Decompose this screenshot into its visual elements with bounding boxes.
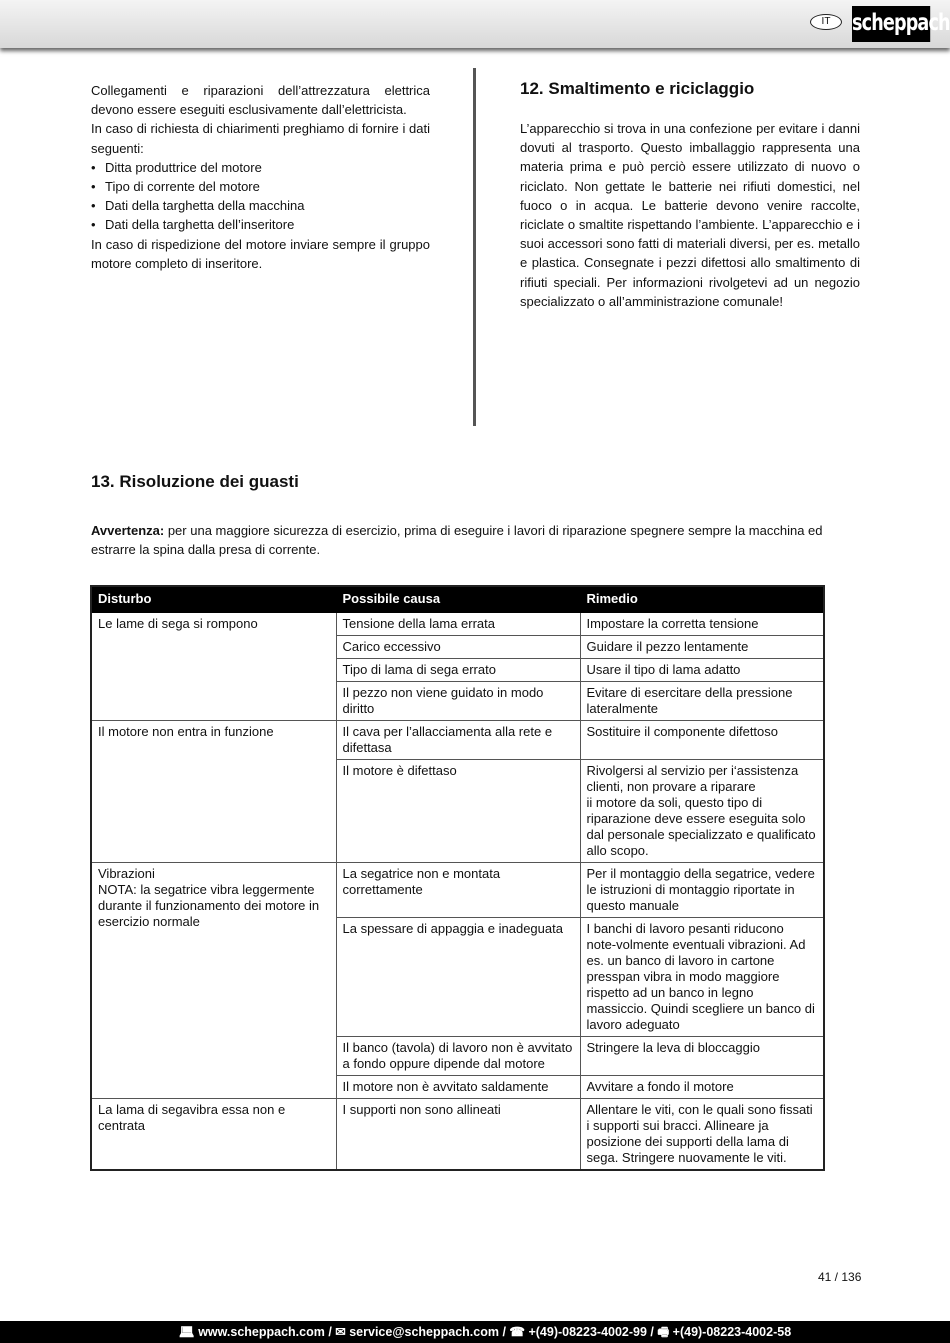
cause-cell: I supporti non sono allineati (336, 1098, 580, 1170)
troubleshooting-table (90, 585, 825, 1171)
table-row (91, 612, 824, 635)
list-item: • Ditta produttrice del motore (91, 158, 430, 177)
cause-cell: Il banco (tavola) di lavoro non è avvitato a fondo oppure dipende dal motore (336, 1036, 580, 1075)
computer-icon: 💻︎ (178, 1325, 199, 1339)
cause-cell: La segatrice non e montata correttamente (336, 862, 580, 917)
remedy-cell: Impostare la corretta tensione (580, 612, 824, 635)
header-causa: Possibile causa (336, 586, 580, 612)
section-13-title: 13. Risoluzione dei guasti (91, 472, 299, 491)
cause-cell: Tipo di lama di sega errato (336, 658, 580, 681)
problem-cell: La lama di segavibra essa non e centrata (91, 1098, 336, 1170)
problem-cell: Vibrazioni NOTA: la segatrice vibra leggermente durante il funzionamento dei motore in esercizio normale (91, 862, 336, 1098)
remedy-cell: Rivolgersi al servizio per i‘assistenza clienti, non provare a riparare ii motore da soli, questo tipo di riparazione deve essere eseguita solo dal personale specializzato e qualificato allo scopo. (580, 759, 824, 862)
mail-icon: ✉︎ (335, 1325, 350, 1339)
header-bar (0, 0, 950, 48)
remedy-cell: Usare il tipo di lama adatto (580, 658, 824, 681)
cause-cell: Il motore è difettaso (336, 759, 580, 862)
problem-cell: Le lame di sega si rompono (91, 612, 336, 720)
section-12-title: 12. Smaltimento e riciclaggio (520, 79, 755, 98)
separator: / (646, 1325, 658, 1339)
cause-cell: Il cava per l’allacciamenta alla rete e difettasa (336, 720, 580, 759)
remedy-cell: Sostituire il componente difettoso (580, 720, 824, 759)
warning-text (91, 521, 861, 559)
remedy-cell: Allentare le viti, con le quali sono fissati i supporti sui bracci. Allineare ja posizione dei supporti della lama di sega. Stringere nuovamente le viti. (580, 1098, 824, 1170)
header-disturbo: Disturbo (91, 586, 336, 612)
remedy-cell: Per il montaggio della segatrice, vedere le istruzioni di montaggio riportate in questo manuale (580, 862, 824, 917)
list-item: • Dati della targhetta dell’inseritore (91, 215, 430, 234)
separator: / (498, 1325, 510, 1339)
cause-cell: Il motore non è avvitato saldamente (336, 1075, 580, 1098)
website-link[interactable]: www.scheppach.com (198, 1325, 325, 1339)
remedy-cell: Stringere la leva di bloccaggio (580, 1036, 824, 1075)
cause-cell: Carico eccessivo (336, 635, 580, 658)
language-badge: IT (810, 14, 842, 30)
table-header-row (91, 586, 824, 612)
paragraph: Collegamenti e riparazioni dell’attrezzatura elettrica devono essere eseguiti esclusivamente dall’elettricista. (91, 83, 430, 118)
email-link[interactable]: service@scheppach.com (349, 1325, 499, 1339)
paragraph: In caso di rispedizione del motore inviare sempre il gruppo motore completo di inseritore. (91, 236, 430, 271)
footer-bar (0, 1321, 950, 1343)
column-divider (473, 68, 476, 426)
remedy-cell: Avvitare a fondo il motore (580, 1075, 824, 1098)
cause-cell: La spessare di appaggia e inadeguata (336, 917, 580, 1036)
table-row (91, 720, 824, 759)
scheppach-logo: scheppach (852, 6, 930, 42)
table-row (91, 1098, 824, 1170)
remedy-cell: Guidare il pezzo lentamente (580, 635, 824, 658)
section-12-text: L’apparecchio si trova in una confezione per evitare i danni dovuti al trasporto. Questo imballaggio rappresenta una materia prima e può perciò essere utilizzato di nuovo o riciclato. Non gettate le batterie nei rifiuti domestici, nel fuoco o in acqua. Le batterie devono venire raccolte, riciclate o smaltite rispettando l’ambiente. L’apparecchio e i suoi accessori sono fatti di materiali diversi, per es. metallo e plastica. Consegnate i pezzi difettosi allo smaltimento di rifiuti speciali. Per informazioni rivolgetevi ad un negozio specializzato o all’amministrazione comunale! (520, 121, 860, 309)
warning-label: Avvertenza: (91, 523, 165, 538)
remedy-cell: I banchi di lavoro pesanti riducono note-volmente eventuali vibrazioni. Ad es. un banco di lavoro in cartone presspan vibra in modo maggiore rispetto ad un banco in legno massiccio. Quindi scegliere un banco di lavoro adeguato (580, 917, 824, 1036)
fax-number: +(49)-08223-4002-58 (672, 1325, 792, 1339)
header-rimedio: Rimedio (580, 586, 824, 612)
list-item: • Tipo di corrente del motore (91, 177, 430, 196)
separator: / (324, 1325, 336, 1339)
cause-cell: Tensione della lama errata (336, 612, 580, 635)
warning-body: per una maggiore sicurezza di esercizio, prima di eseguire i lavori di riparazione spegnere sempre la macchina ed estrarre la spina dalla presa di corrente. (91, 523, 823, 558)
fax-icon: 🖷︎ (657, 1325, 673, 1339)
phone-number: +(49)-08223-4002-99 (528, 1325, 647, 1339)
left-column (91, 81, 430, 273)
remedy-cell: Evitare di esercitare della pressione lateralmente (580, 681, 824, 720)
bullet-list (91, 158, 430, 235)
phone-icon: ☎ (509, 1325, 529, 1339)
list-item: • Dati della targhetta della macchina (91, 196, 430, 215)
paragraph: In caso di richiesta di chiarimenti preghiamo di fornire i dati seguenti: (91, 121, 430, 156)
cause-cell: Il pezzo non viene guidato in modo diritto (336, 681, 580, 720)
table-row (91, 862, 824, 917)
page-number: 41 / 136 (818, 1270, 862, 1284)
problem-cell: Il motore non entra in funzione (91, 720, 336, 862)
